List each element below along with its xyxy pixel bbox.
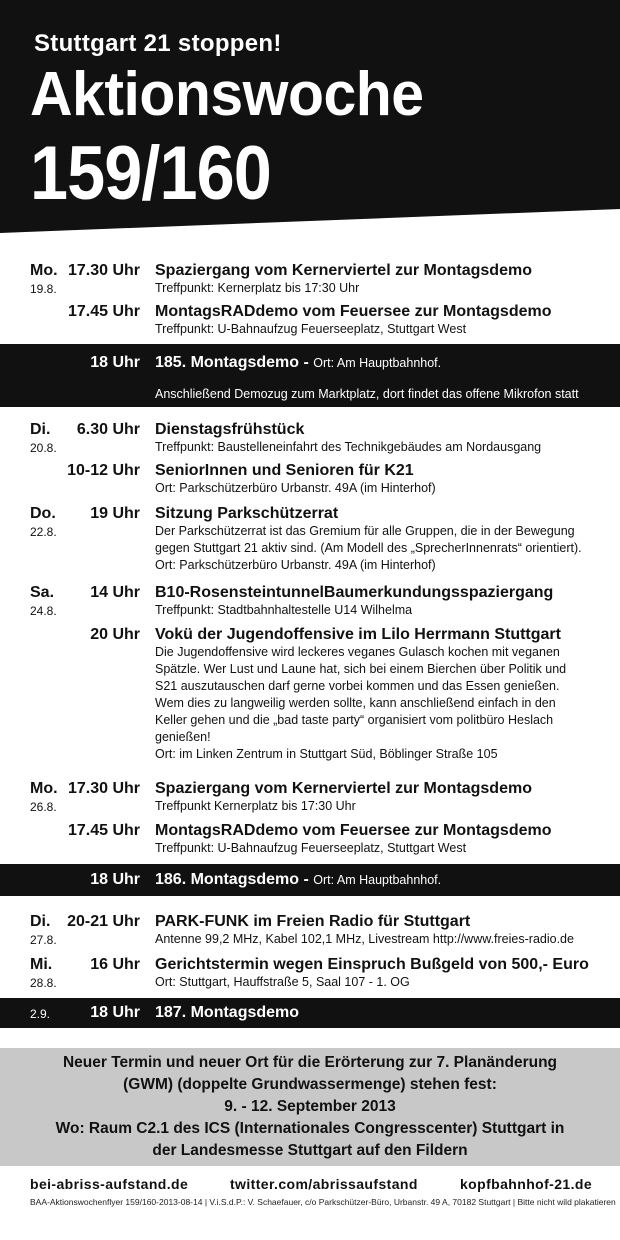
event-date: 24.8. — [30, 604, 57, 618]
event-desc: Der Parkschützerrat ist das Gremium für alle Gruppen, die in der Bewegung gegen Stuttgart 21 aktiv sind. (Am Modell des „SprecherInnenrats“ orientiert). Ort: Parkschützerbüro Urbanstr. 49A (im Hinterhof) — [155, 524, 582, 572]
header-subtitle: Stuttgart 21 stoppen! — [34, 30, 282, 57]
event-title: 187. Montagsdemo — [155, 1004, 300, 1021]
event-location: Ort: Am Hauptbahnhof. — [313, 873, 442, 887]
event-highlight-bar — [0, 998, 620, 1028]
event-time: 17.45 Uhr — [67, 822, 140, 839]
event-day: Mo. — [30, 262, 58, 279]
event-day: Do. — [30, 505, 56, 522]
event-desc: Treffpunkt: U-Bahnaufzug Feuerseeplatz, Stuttgart West — [155, 841, 467, 855]
header-date-range: 19.8.- 2.9. — [488, 156, 588, 181]
event-time: 20-21 Uhr — [67, 913, 140, 930]
event-title: MontagsRADdemo vom Feuersee zur Montagsdemo — [155, 303, 552, 320]
event-title: 185. Montagsdemo - — [155, 354, 309, 371]
event-desc: Treffpunkt: Baustelleneinfahrt des Technikgebäudes am Nordausgang — [155, 440, 542, 454]
event-date: 26.8. — [30, 800, 57, 814]
event-desc: Treffpunkt: U-Bahnaufzug Feuerseeplatz, Stuttgart West — [155, 322, 467, 336]
event-highlight-bar — [0, 864, 620, 896]
event-title: SeniorInnen und Senioren für K21 — [155, 462, 414, 479]
event-title-wrap — [155, 871, 441, 889]
event-title: Spaziergang vom Kernerviertel zur Montagsdemo — [155, 780, 532, 797]
event-date: 19.8. — [30, 282, 57, 296]
notice-line: 9. - 12. September 2013 — [224, 1098, 396, 1115]
event-time: 19 Uhr — [90, 505, 140, 522]
event-date: 28.8. — [30, 976, 57, 990]
event-title: 186. Montagsdemo - — [155, 871, 309, 888]
event-time: 17.30 Uhr — [67, 262, 140, 279]
event-date: 2.9. — [30, 1007, 51, 1021]
imprint: BAA-Aktionswochenflyer 159/160-2013-08-14 | V.i.S.d.P.: V. Schaefauer, c/o Parkschützer-Büro, Urbanstr. 49 A, 70182 Stuttgart | Bitte nicht wild plakatieren — [30, 1197, 616, 1207]
header-number: 159/160 — [30, 131, 271, 216]
event-time: 17.45 Uhr — [67, 303, 140, 320]
footer-link-abriss[interactable]: bei-abriss-aufstand.de — [30, 1176, 189, 1192]
event-day: Mi. — [30, 956, 53, 973]
event-desc: Anschließend Demozug zum Marktplatz, dort findet das offene Mikrofon statt — [155, 387, 579, 401]
event-location: Ort: Am Hauptbahnhof. — [313, 356, 442, 370]
notice-line: Neuer Termin und neuer Ort für die Erörterung zur 7. Planänderung — [62, 1054, 558, 1071]
event-title: Gerichtstermin wegen Einspruch Bußgeld von 500,- Euro — [155, 956, 589, 973]
notice-line: Wo: Raum C2.1 des ICS (Internationales Congresscenter) Stuttgart in — [55, 1120, 565, 1137]
event-desc: Antenne 99,2 MHz, Kabel 102,1 MHz, Livestream http://www.freies-radio.de — [155, 932, 574, 946]
event-day: Sa. — [30, 584, 55, 601]
event-desc: Die Jugendoffensive wird leckeres veganes Gulasch kochen mit veganen Spätzle. Wer Lust und Laune hat, sich bei einem Bierchen über Politik und S21 auszutauschen darf gerne vorbei kommen und das Essen genießen. Wem dies zu langweilig werden sollte, kann anschließend einfach in den Keller gehen und die „bad taste party“ organisiert vom politbüro Heslach genießen! Ort: im Linken Zentrum in Stuttgart Süd, Böblinger Straße 105 — [155, 645, 567, 761]
event-title: Vokü der Jugendoffensive im Lilo Herrmann Stuttgart — [155, 626, 561, 643]
event-title: Sitzung Parkschützerrat — [155, 505, 339, 522]
event-title: PARK-FUNK im Freien Radio für Stuttgart — [155, 913, 471, 930]
event-desc: Treffpunkt: Stadtbahnhaltestelle U14 Wilhelma — [155, 603, 413, 617]
event-day: Mo. — [30, 780, 58, 797]
event-desc: Ort: Stuttgart, Hauffstraße 5, Saal 107 - 1. OG — [155, 975, 410, 989]
event-time: 17.30 Uhr — [67, 780, 140, 797]
event-title: Dienstagsfrühstück — [155, 421, 305, 438]
event-desc: Treffpunkt: Kernerplatz bis 17:30 Uhr — [155, 281, 360, 295]
event-desc: Ort: Parkschützerbüro Urbanstr. 49A (im Hinterhof) — [155, 481, 436, 495]
event-time: 20 Uhr — [90, 626, 140, 643]
event-time: 18 Uhr — [90, 1004, 140, 1021]
notice-box — [0, 1048, 620, 1166]
event-title: MontagsRADdemo vom Feuersee zur Montagsdemo — [155, 822, 552, 839]
event-time: 16 Uhr — [90, 956, 140, 973]
notice-line: der Landesmesse Stuttgart auf den Fildern — [152, 1142, 468, 1159]
event-time: 6.30 Uhr — [76, 421, 140, 438]
event-time: 14 Uhr — [90, 584, 140, 601]
event-date: 20.8. — [30, 441, 57, 455]
event-date: 27.8. — [30, 933, 57, 947]
event-time: 18 Uhr — [90, 354, 140, 371]
footer-link-twitter[interactable]: twitter.com/abrissaufstand — [230, 1176, 418, 1192]
event-time: 18 Uhr — [90, 871, 140, 888]
event-highlight-bar — [0, 344, 620, 407]
footer-link-kopfbahnhof[interactable]: kopfbahnhof-21.de — [460, 1176, 593, 1192]
event-day: Di. — [30, 913, 51, 930]
event-title: B10-RosensteintunnelBaumerkundungsspaziergang — [155, 584, 554, 601]
event-title: Spaziergang vom Kernerviertel zur Montagsdemo — [155, 262, 532, 279]
event-time: 10-12 Uhr — [67, 462, 140, 479]
event-day: Di. — [30, 421, 51, 438]
event-date: 22.8. — [30, 525, 57, 539]
event-desc: Treffpunkt Kernerplatz bis 17:30 Uhr — [155, 799, 356, 813]
notice-line: (GWM) (doppelte Grundwassermenge) stehen fest: — [123, 1076, 497, 1093]
event-title-wrap — [155, 354, 441, 372]
header — [0, 0, 620, 245]
header-title: Aktionswoche — [30, 60, 424, 129]
